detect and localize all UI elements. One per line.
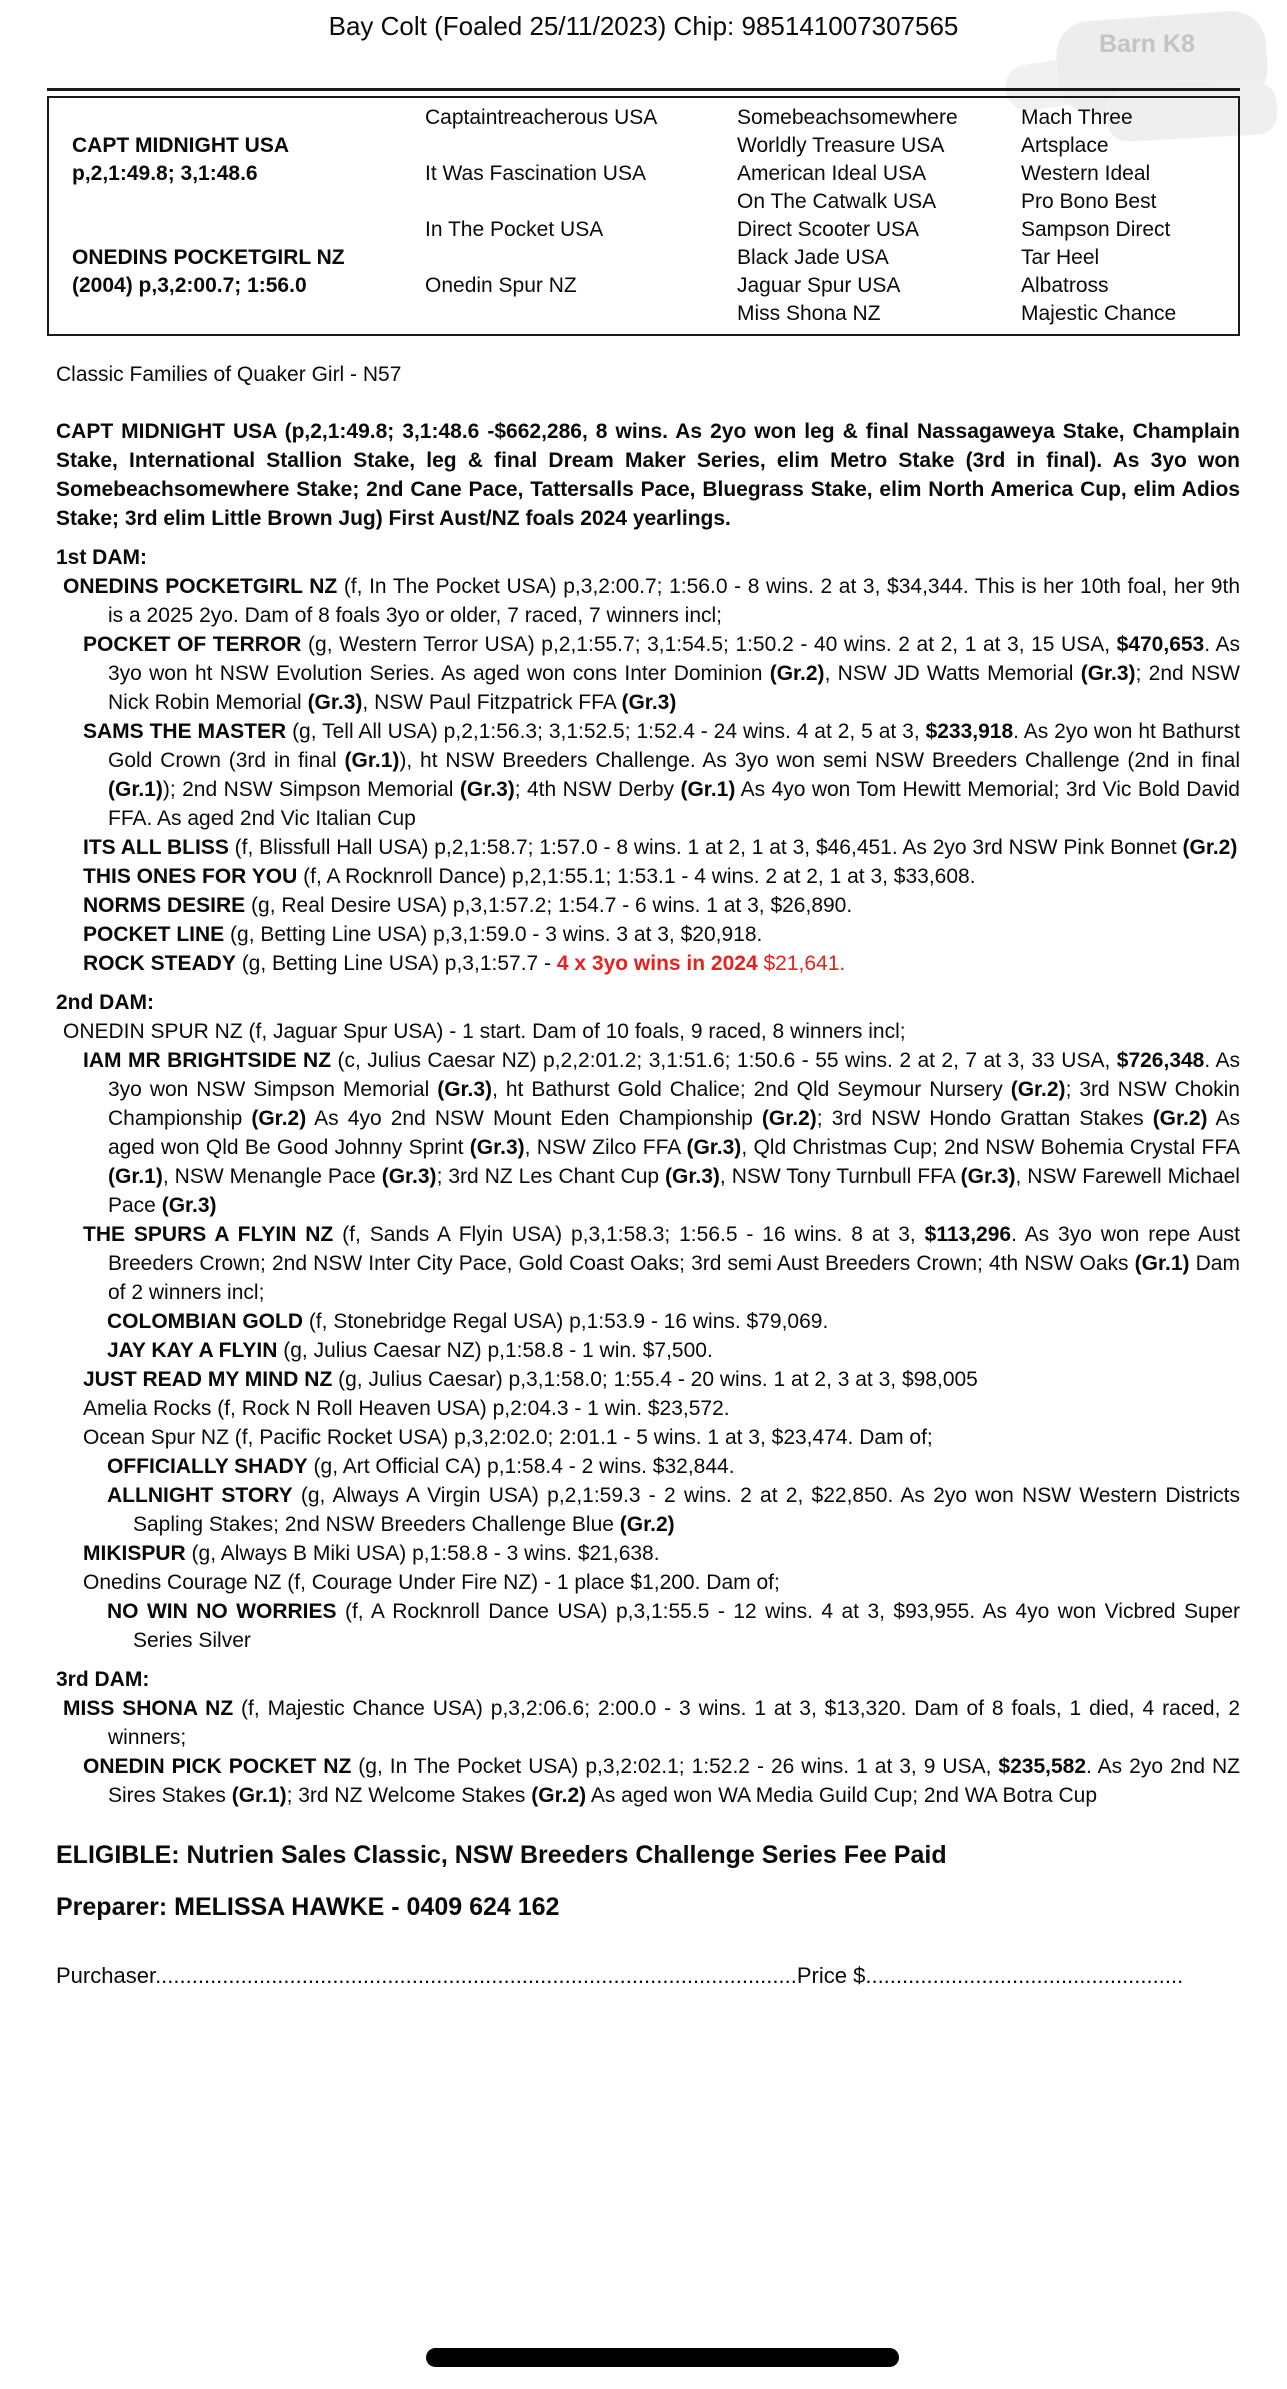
sire-paragraph: CAPT MIDNIGHT USA (p,2,1:49.8; 3,1:48.6 -$662,286, 8 wins. As 2yo won leg & final Nassagaweya Stake, Champlain Stake, International Stallion Stake, leg & final Dream Maker Series, elim Metro Stake (3rd in final). As 3yo won Somebeachsomewhere Stake; 2nd Cane Pace, Tattersalls Pace, Bluegrass Stake, elim North America Cup, elim Adios Stake; 3rd elim Little Brown Jug) First Aust/NZ foals 2024 yearlings.: [56, 420, 1240, 530]
pedigree-cell-c2: [425, 132, 737, 160]
purchaser-dotted-leader: .........................................................................................................: [155, 1963, 797, 1988]
pedigree-cell-c1: [72, 216, 425, 244]
pedigree-cell-c2: In The Pocket USA: [425, 218, 604, 241]
purchaser-label: Purchaser: [56, 1963, 156, 1988]
para-ocean-spur: Ocean Spur NZ (f, Pacific Rocket USA) p,3,2:02.0; 2:01.1 - 5 wins. 1 at 3, $23,474. Dam of;: [83, 1426, 933, 1449]
para-pocket-line: POCKET LINE (g, Betting Line USA) p,3,1:59.0 - 3 wins. 3 at 3, $20,918.: [83, 923, 763, 946]
pedigree-cell-c2: Onedin Spur NZ: [425, 274, 577, 297]
family-note: Classic Families of Quaker Girl - N57: [56, 363, 402, 386]
para-onedin-pick-pocket: ONEDIN PICK POCKET NZ (g, In The Pocket USA) p,3,2:02.1; 1:52.2 - 26 wins. 1 at 3, 9 USA, $235,582. As 2yo 2nd NZ Sires Stakes (Gr.1); 3rd NZ Welcome Stakes (Gr.2) As aged won WA Media Guild Cup; 2nd WA Botra Cup: [83, 1755, 1240, 1807]
heading-2nd-dam: 2nd DAM:: [56, 991, 154, 1014]
page-title: Bay Colt (Foaled 25/11/2023) Chip: 985141007307565: [328, 11, 959, 41]
pedigree-cell-c3: American Ideal USA: [737, 162, 927, 185]
para-onedin-spur: ONEDIN SPUR NZ (f, Jaguar Spur USA) - 1 start. Dam of 10 foals, 9 raced, 8 winners incl;: [63, 1020, 906, 1043]
para-onedins-pocketgirl: ONEDINS POCKETGIRL NZ (f, In The Pocket USA) p,3,2:00.7; 1:56.0 - 8 wins. 2 at 3, $34,344. This is her 10th foal, her 9th is a 2025 2yo. Dam of 8 foals 3yo or older, 7 raced, 7 winners incl;: [63, 575, 1240, 627]
pedigree-cell-c1: [72, 104, 425, 132]
price-dotted-leader: ....................................................: [865, 1963, 1184, 1988]
pedigree-cell-c1: (2004) p,3,2:00.7; 1:56.0: [72, 274, 307, 297]
para-sams-the-master: SAMS THE MASTER (g, Tell All USA) p,2,1:56.3; 3,1:52.5; 1:52.4 - 24 wins. 4 at 2, 5 at 3, $233,918. As 2yo won ht Bathurst Gold Crown (3rd in final (Gr.1)), ht NSW Breeders Challenge. As 3yo won semi NSW Breeders Challenge (2nd in final (Gr.1)); 2nd NSW Simpson Memorial (Gr.3); 4th NSW Derby (Gr.1) As 4yo won Tom Hewitt Memorial; 3rd Vic Bold David FFA. As aged 2nd Vic Italian Cup: [83, 720, 1240, 830]
heading-3rd-dam: 3rd DAM:: [56, 1668, 150, 1691]
redaction-bar: [426, 2348, 899, 2367]
pedigree-cell-c2: [425, 300, 737, 328]
pedigree-text: [56, 360, 1240, 1810]
para-allnight-story: ALLNIGHT STORY (g, Always A Virgin USA) p,2,1:59.3 - 2 wins. 2 at 2, $22,850. As 2yo won NSW Western Districts Sapling Stakes; 2nd NSW Breeders Challenge Blue (Gr.2): [107, 1484, 1240, 1536]
preparer-line: Preparer: MELISSA HAWKE - 0409 624 162: [56, 1893, 560, 1921]
para-jay-kay-a-flyin: JAY KAY A FLYIN (g, Julius Caesar NZ) p,1:58.8 - 1 win. $7,500.: [107, 1339, 713, 1362]
purchaser-line: [56, 1962, 1240, 1990]
pedigree-cell-c1: CAPT MIDNIGHT USA: [72, 134, 289, 157]
para-pocket-of-terror: POCKET OF TERROR (g, Western Terror USA) p,2,1:55.7; 3,1:54.5; 1:50.2 - 40 wins. 2 at 2, 1 at 3, 15 USA, $470,653. As 3yo won ht NSW Evolution Series. As aged won cons Inter Dominion (Gr.2), NSW JD Watts Memorial (Gr.3); 2nd NSW Nick Robin Memorial (Gr.3), NSW Paul Fitzpatrick FFA (Gr.3): [83, 633, 1240, 714]
pedigree-cell-c4: Artsplace: [1021, 134, 1109, 157]
para-amelia-rocks: Amelia Rocks (f, Rock N Roll Heaven USA) p,2:04.3 - 1 win. $23,572.: [83, 1397, 730, 1420]
pedigree-cell-c2: It Was Fascination USA: [425, 162, 646, 185]
pedigree-cell-c4: Tar Heel: [1021, 246, 1100, 269]
pedigree-top-rule: [47, 88, 1240, 91]
heading-1st-dam: 1st DAM:: [56, 546, 148, 569]
para-miss-shona: MISS SHONA NZ (f, Majestic Chance USA) p,3,2:06.6; 2:00.0 - 3 wins. 1 at 3, $13,320. Dam of 8 foals, 1 died, 4 raced, 2 winners;: [63, 1697, 1241, 1749]
eligible-line: ELIGIBLE: Nutrien Sales Classic, NSW Breeders Challenge Series Fee Paid: [56, 1841, 947, 1869]
barn-label: Barn K8: [1099, 30, 1195, 58]
pedigree-cell-c3: Black Jade USA: [737, 246, 889, 269]
pedigree-cell-c1: [72, 300, 425, 328]
pedigree-cell-c1: ONEDINS POCKETGIRL NZ: [72, 246, 345, 269]
pedigree-cell-c3: Miss Shona NZ: [737, 302, 881, 325]
para-its-all-bliss: ITS ALL BLISS (f, Blissfull Hall USA) p,2,1:58.7; 1:57.0 - 8 wins. 1 at 2, 1 at 3, $46,451. As 2yo 3rd NSW Pink Bonnet (Gr.2): [83, 836, 1238, 859]
pedigree-cell-c4: Mach Three: [1021, 106, 1133, 129]
para-norms-desire: NORMS DESIRE (g, Real Desire USA) p,3,1:57.2; 1:54.7 - 6 wins. 1 at 3, $26,890.: [83, 894, 853, 917]
pedigree-cell-c4: Sampson Direct: [1021, 218, 1171, 241]
para-just-read-my-mind: JUST READ MY MIND NZ (g, Julius Caesar) p,3,1:58.0; 1:55.4 - 20 wins. 1 at 2, 3 at 3, $98,005: [83, 1368, 978, 1391]
para-onedins-courage: Onedins Courage NZ (f, Courage Under Fire NZ) - 1 place $1,200. Dam of;: [83, 1571, 780, 1594]
pedigree-cell-c2: Captaintreacherous USA: [425, 106, 658, 129]
para-mikispur: MIKISPUR (g, Always B Miki USA) p,1:58.8 - 3 wins. $21,638.: [83, 1542, 660, 1565]
para-colombian-gold: COLOMBIAN GOLD (f, Stonebridge Regal USA) p,1:53.9 - 16 wins. $79,069.: [107, 1310, 829, 1333]
pedigree-cell-c4: Pro Bono Best: [1021, 190, 1157, 213]
pedigree-cell-c4: Albatross: [1021, 274, 1109, 297]
pedigree-cell-c3: On The Catwalk USA: [737, 190, 937, 213]
para-the-spurs-a-flyin: THE SPURS A FLYIN NZ (f, Sands A Flyin USA) p,3,1:58.3; 1:56.5 - 16 wins. 8 at 3, $113,296. As 3yo won repe Aust Breeders Crown; 2nd NSW Inter City Pace, Gold Coast Oaks; 3rd semi Aust Breeders Crown; 4th NSW Oaks (Gr.1) Dam of 2 winners incl;: [83, 1223, 1240, 1304]
price-label: Price $: [796, 1963, 866, 1988]
pedigree-table: [47, 96, 1240, 336]
para-rock-steady: ROCK STEADY (g, Betting Line USA) p,3,1:57.7 - 4 x 3yo wins in 2024 $21,641.: [83, 952, 846, 975]
para-iam-mr-brightside: IAM MR BRIGHTSIDE NZ (c, Julius Caesar NZ) p,2,2:01.2; 3,1:51.6; 1:50.6 - 55 wins. 2 at 2, 7 at 3, 33 USA, $726,348. As 3yo won NSW Simpson Memorial (Gr.3), ht Bathurst Gold Chalice; 2nd Qld Seymour Nursery (Gr.2); 3rd NSW Chokin Championship (Gr.2) As 4yo 2nd NSW Mount Eden Championship (Gr.2); 3rd NSW Hondo Grattan Stakes (Gr.2) As aged won Qld Be Good Johnny Sprint (Gr.3), NSW Zilco FFA (Gr.3), Qld Christmas Cup; 2nd NSW Bohemia Crystal FFA (Gr.1), NSW Menangle Pace (Gr.3); 3rd NZ Les Chant Cup (Gr.3), NSW Tony Turnbull FFA (Gr.3), NSW Farewell Michael Pace (Gr.3): [83, 1049, 1240, 1217]
pedigree-table-body: [72, 104, 1238, 328]
pedigree-cell-c1: [72, 188, 425, 216]
para-this-ones-for-you: THIS ONES FOR YOU (f, A Rocknroll Dance) p,2,1:55.1; 1:53.1 - 4 wins. 2 at 2, 1 at 3, $33,608.: [83, 865, 976, 888]
pedigree-cell-c3: Jaguar Spur USA: [737, 274, 901, 297]
pedigree-cell-c4: Western Ideal: [1021, 162, 1151, 185]
pedigree-cell-c2: [425, 244, 737, 272]
pedigree-cell-c3: Direct Scooter USA: [737, 218, 920, 241]
pedigree-section: [47, 88, 1240, 336]
pedigree-cell-c1: p,2,1:49.8; 3,1:48.6: [72, 162, 258, 185]
para-no-win-no-worries: NO WIN NO WORRIES (f, A Rocknroll Dance USA) p,3,1:55.5 - 12 wins. 4 at 3, $93,955. As 4yo won Vicbred Super Series Silver: [107, 1600, 1240, 1652]
pedigree-cell-c3: Worldly Treasure USA: [737, 134, 945, 157]
pedigree-cell-c4: Majestic Chance: [1021, 302, 1177, 325]
pedigree-cell-c3: Somebeachsomewhere: [737, 106, 958, 129]
pedigree-cell-c2: [425, 188, 737, 216]
para-officially-shady: OFFICIALLY SHADY (g, Art Official CA) p,1:58.4 - 2 wins. $32,844.: [107, 1455, 735, 1478]
